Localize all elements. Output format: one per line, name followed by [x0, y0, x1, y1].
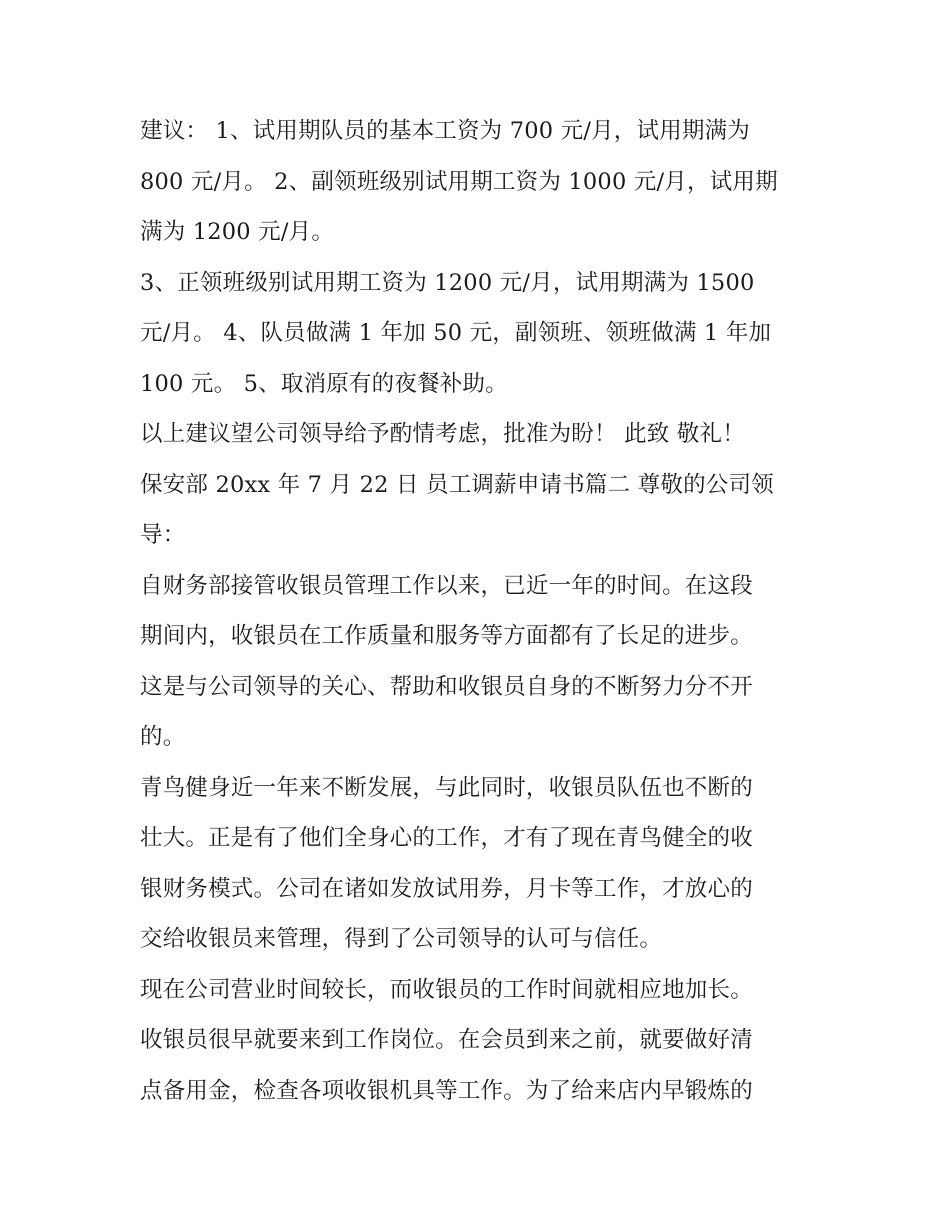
text-line: 现在公司营业时间较长，而收银员的工作时间就相应地加长。: [140, 976, 753, 1003]
text-line: 壮大。正是有了他们全身心的工作，才有了现在青鸟健全的收: [140, 825, 753, 851]
text-line: 导：: [140, 522, 186, 548]
text-line: 满为 1200 元/月。: [140, 219, 335, 245]
text-line: 元/月。 4、队员做满 1 年加 50 元，副领班、领班做满 1 年加: [140, 320, 772, 346]
text-line: 3、正领班级别试用期工资为 1200 元/月，试用期满为 1500: [140, 269, 755, 296]
text-line: 点备用金，检查各项收银机具等工作。为了给来店内早锻炼的: [140, 1077, 753, 1104]
text-line: 100 元。 5、取消原有的夜餐补助。: [140, 370, 508, 397]
text-line: 交给收银员来管理，得到了公司领导的认可与信任。: [140, 926, 663, 952]
text-line: 青鸟健身近一年来不断发展，与此同时，收银员队伍也不断的: [140, 774, 753, 801]
text-line: 保安部 20xx 年 7 月 22 日 员工调薪申请书篇二 尊敬的公司领: [140, 471, 774, 498]
document-body: [140, 106, 820, 1116]
text-line: 的。: [140, 724, 186, 750]
text-line: 建议： 1、试用期队员的基本工资为 700 元/月，试用期满为: [140, 118, 750, 144]
text-line: 银财务模式。公司在诸如发放试用券，月卡等工作，才放心的: [140, 875, 753, 902]
text-line: 期间内，收银员在工作质量和服务等方面都有了长足的进步。: [140, 623, 753, 649]
text-line: 收银员很早就要来到工作岗位。在会员到来之前，就要做好清: [140, 1027, 753, 1053]
text-line: 这是与公司领导的关心、帮助和收银员自身的不断努力分不开: [140, 673, 753, 700]
text-line: 以上建议望公司领导给予酌情考虑，批准为盼！ 此致 敬礼！: [140, 421, 745, 447]
text-line: 800 元/月。 2、副领班级别试用期工资为 1000 元/月，试用期: [140, 168, 778, 195]
text-line: 自财务部接管收银员管理工作以来，已近一年的时间。在这段: [140, 572, 753, 599]
